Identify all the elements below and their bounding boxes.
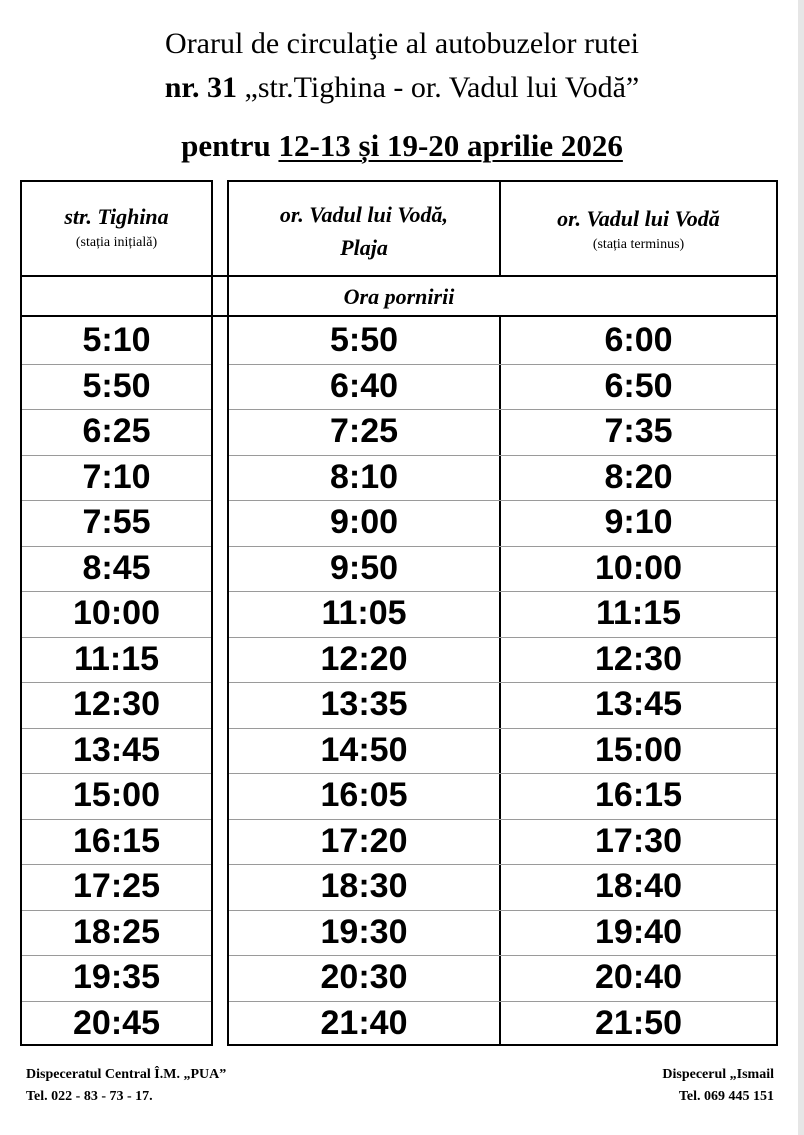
time-cell: 21:50 xyxy=(595,1003,682,1042)
time-cell: 13:45 xyxy=(595,685,682,723)
time-cell: 16:15 xyxy=(73,821,160,860)
time-cell: 11:15 xyxy=(73,639,160,678)
time-cell: 13:35 xyxy=(320,685,408,723)
time-cell: 16:05 xyxy=(320,776,408,814)
route-name: „str.Tighina - or. Vadul lui Vodă” xyxy=(237,71,640,104)
column-header-terminus xyxy=(501,205,776,253)
time-cell: 15:00 xyxy=(595,730,682,769)
time-cell: 6:40 xyxy=(329,366,399,405)
page-edge-shadow xyxy=(798,0,804,1135)
time-cell: 17:20 xyxy=(320,821,408,860)
time-cell: 8:20 xyxy=(604,457,673,496)
footer-central-dispatch xyxy=(26,1064,226,1108)
column-subtitle: (stația inițială) xyxy=(75,235,158,250)
time-cell: 19:35 xyxy=(73,958,160,996)
column-subtitle: (stația terminus) xyxy=(592,237,685,252)
time-cell: 21:40 xyxy=(320,1003,408,1042)
time-cell: 17:30 xyxy=(595,821,682,860)
subheader-right-edge xyxy=(776,275,778,317)
time-cell: 19:30 xyxy=(320,912,408,951)
dispatch-name: Dispecerul „Ismail xyxy=(662,1067,774,1082)
time-cell: 8:10 xyxy=(329,457,399,496)
footer-ismail-dispatch xyxy=(662,1064,774,1108)
time-cell: 12:30 xyxy=(595,639,682,678)
time-cell: 9:00 xyxy=(329,503,399,541)
time-cell: 9:10 xyxy=(604,503,673,541)
time-cell: 5:50 xyxy=(329,321,399,359)
time-cell: 6:00 xyxy=(604,321,673,359)
dispatch-phone: Tel. 069 445 151 xyxy=(678,1089,774,1104)
period-line xyxy=(0,128,804,164)
time-cell: 5:50 xyxy=(82,366,151,405)
header-divider xyxy=(20,275,778,277)
time-cell: 14:50 xyxy=(320,730,408,769)
time-cell: 7:10 xyxy=(82,457,151,496)
time-cell: 7:25 xyxy=(329,412,399,450)
route-number: nr. 31 xyxy=(164,71,237,104)
time-cell: 6:25 xyxy=(82,412,151,450)
timetable-title: Orarul de circulaţie al autobuzelor rutei xyxy=(165,27,639,60)
time-cell: 19:40 xyxy=(595,912,682,951)
time-cell: 9:50 xyxy=(329,548,399,587)
time-cell: 18:25 xyxy=(73,912,160,951)
column-header-tighina xyxy=(22,203,211,251)
time-cell: 20:30 xyxy=(320,958,408,996)
column-title: or. Vadul lui Vodă xyxy=(557,206,720,231)
dispatch-phone: Tel. 022 - 83 - 73 - 17. xyxy=(26,1089,153,1104)
period-prefix: pentru xyxy=(181,128,279,163)
time-cell: 12:30 xyxy=(73,685,160,723)
time-cell: 16:15 xyxy=(595,776,682,814)
time-cell: 13:45 xyxy=(73,730,160,769)
time-cell: 17:25 xyxy=(73,867,160,905)
time-cell: 20:40 xyxy=(595,958,682,996)
column-title: str. Tighina xyxy=(64,204,169,229)
time-cell: 7:35 xyxy=(604,412,673,450)
time-cell: 20:45 xyxy=(73,1003,160,1042)
time-cell: 11:05 xyxy=(321,594,407,632)
departure-time-subheader: Ora pornirii xyxy=(343,284,455,309)
route-title xyxy=(0,70,804,106)
period-dates: 12-13 și 19-20 aprilie 2026 xyxy=(278,128,623,163)
time-cell: 8:45 xyxy=(82,548,151,587)
dispatch-name: Dispeceratul Central Î.M. „PUA” xyxy=(26,1067,227,1082)
time-cell: 18:30 xyxy=(320,867,408,905)
column-title-line2: Plaja xyxy=(340,235,388,260)
time-cell: 5:10 xyxy=(82,321,151,359)
time-cell: 18:40 xyxy=(595,867,682,905)
time-cell: 15:00 xyxy=(73,776,160,814)
column-title: or. Vadul lui Vodă, xyxy=(279,202,449,227)
column-header-plaja xyxy=(229,201,499,261)
time-cell: 7:55 xyxy=(82,503,151,541)
time-cell: 11:15 xyxy=(595,594,682,632)
time-cell: 10:00 xyxy=(73,594,160,632)
time-cell: 10:00 xyxy=(595,548,682,587)
time-cell: 6:50 xyxy=(604,366,673,405)
time-cell: 12:20 xyxy=(320,639,408,678)
